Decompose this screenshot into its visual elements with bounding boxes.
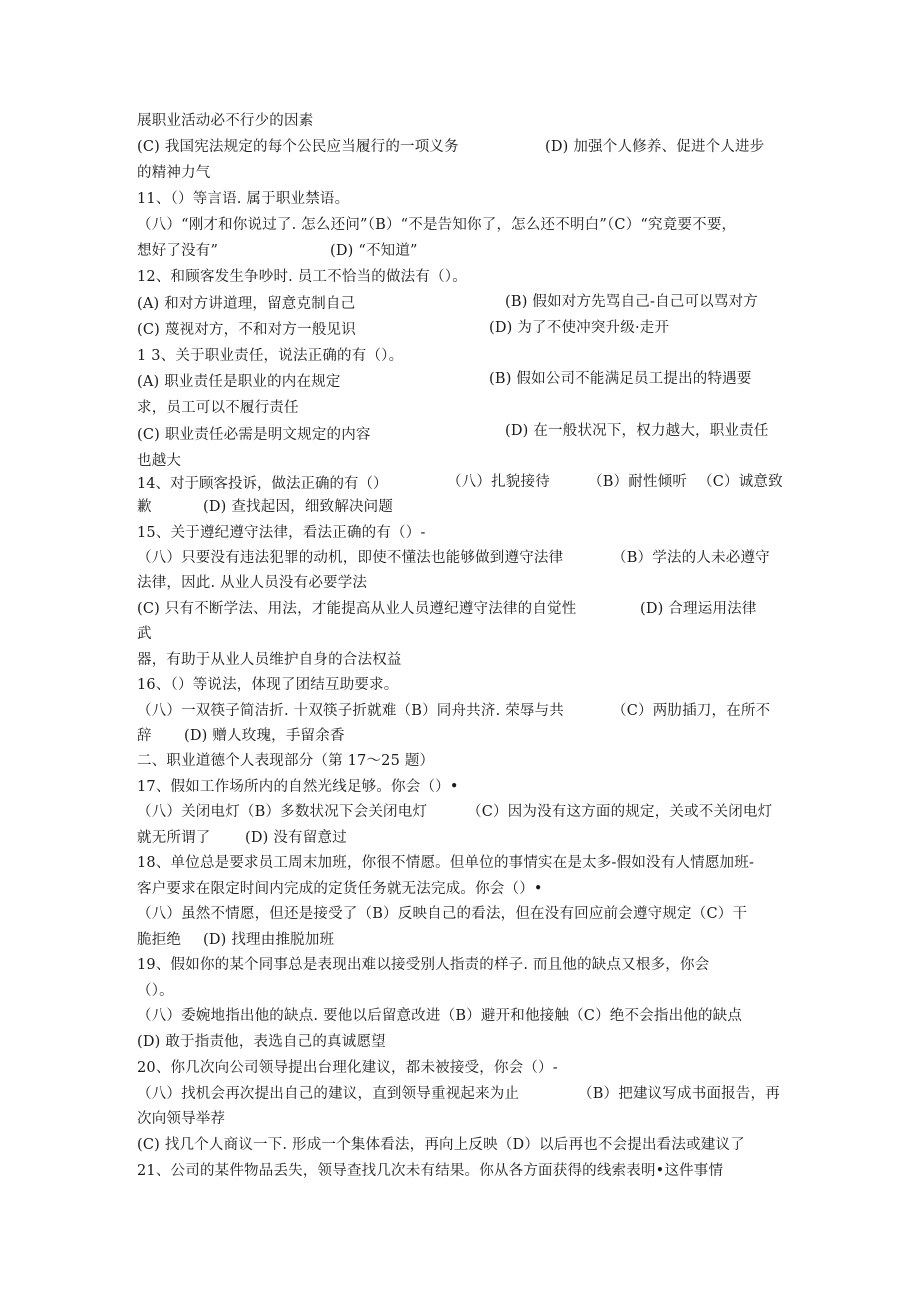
option-d: (D) 在一般状况下，权力越大，职业责任 [505,423,769,439]
option-d: (D) 为了不使冲突升级·走开 [489,320,670,336]
question-12: 12、和顾客发生争吵时. 员工不恰当的做法有（）。 [137,269,467,285]
option-b: （B）耐性倾听 [588,474,688,490]
question-19: 19、假如你的某个同事总是表现出难以接受别人指责的样子. 而且他的缺点又根多，你会 [137,957,710,973]
question-11: 11、（）等言语. 属于职业禁语。 [137,191,350,207]
options-abc: （八）虽然不情愿，但还是接受了（B）反映自己的看法，但在没有回应前会遵守规定（C）干 [137,906,748,922]
option-c: (C) 只有不断学法、用法，才能提高从业人员遵纪遵守法律的自觉性 [137,601,577,617]
option-b: （B）把建议写成书面报告，再 [578,1086,780,1102]
text-line: 客户要求在限定时间内完成的定货任务就无法完成。你会（）• [137,881,543,897]
option-d: (D) 没有留意过 [245,830,347,846]
option-d: (D) 加强个人修养、促进个人进步 [545,139,765,155]
text-line: 也越大 [137,453,182,469]
section-heading: 二、职业道德个人表现部分（第 17～25 题） [137,753,435,769]
option-c: （C）诚意致 [698,474,783,490]
option-d: (D) 查找起因，细致解决问题 [203,499,394,515]
text-line: 求，员工可以不履行责任 [137,400,299,416]
options-abc: （八）“刚才和你说过了. 怎么还问”（B）“不是告知你了，怎么还不明白”（C）“究竟要不要， [137,217,737,233]
option-d: (D) 赠人玫瑰，手留余香 [184,728,345,744]
question-17: 17、假如工作场所内的自然光线足够。你会（）• [137,779,459,795]
option-d: (D) “不知道” [330,243,418,259]
option-c: （C）因为没有这方面的规定，关或不关闭电灯 [467,804,773,820]
options-ab: （八）一双筷子简洁折. 十双筷子折就难（B）同舟共济. 荣辱与共 [137,703,564,719]
text-line: 想好了没有” [137,243,219,259]
text-line: （）。 [137,983,174,999]
option-a: (A) 和对方讲道理，留意克制自己 [137,296,356,312]
text-line: 展职业活动必不行少的因素 [137,113,314,129]
text-line: 的精神力气 [137,165,211,181]
option-d: (D) 合理运用法律 [640,601,757,617]
option-c: (C) 蔑视对方，不和对方一般见识 [137,322,356,338]
option-d: (D) 找理由推脱加班 [203,932,335,948]
option-c: (C) 我国宪法规定的每个公民应当履行的一项义务 [137,139,459,155]
text-line: 辞 [137,728,152,744]
options-cd: (C) 找几个人商议一下. 形成一个集体看法，再向上反映（D）以后再也不会提出看法或建议了 [137,1137,745,1153]
text-line: 器，有助于从业人员维护自身的合法权益 [137,652,402,668]
question-13: 1 3、关于职业责任，说法正确的有（）。 [137,348,404,364]
option-b: （B）学法的人未必遵守 [612,550,770,566]
option-a: （八）找机会再次提出自己的建议，直到领导重视起来为止 [137,1086,520,1102]
option-a: （八）扎貌接待 [447,474,550,490]
options-ab: （八）关闭电灯（B）多数状况下会关闭电灯 [137,804,428,820]
option-b: (B) 假如公司不能满足员工提出的特遇要 [489,371,752,387]
text-line: 法律，因此. 从业人员没有必要学法 [137,575,368,591]
question-14-clipped: 14、对于顾客投诉，做法正确的有（） [137,476,388,492]
text-line: 次向领导举荐 [137,1111,226,1127]
option-d: (D) 敢于指责他，表选自己的真诚愿望 [137,1034,386,1050]
question-21: 21、公司的某件物品丢失，领导查找几次未有结果。你从各方面获得的线索表明•这件事情 [137,1163,724,1179]
option-a: (A) 职业责任是职业的内在规定 [137,374,341,390]
text-line: 武 [137,626,152,642]
options-abc: （八）委婉地指出他的缺点. 要他以后留意改进（B）避开和他接触（C）绝不会指出他的缺点 [137,1008,743,1024]
option-a: （八）只要没有违法犯罪的动机，即使不懂法也能够做到遵守法律 [137,550,564,566]
text-line: 脆拒绝 [137,932,182,948]
question-18: 18、单位总是要求员工周末加班，你很不情愿。但单位的事情实在是太多-假如没有人情愿加班- [137,855,755,871]
text-line: 歉 [137,499,152,515]
option-b: (B) 假如对方先骂自己-自己可以骂对方 [505,294,758,310]
question-15: 15、关于遵纪遵守法律，看法正确的有（）- [137,525,426,541]
question-20: 20、你几次向公司领导提出台理化建议，都未被接受，你会（）- [137,1060,558,1076]
question-16: 16、（）等说法，体现了团结互助要求。 [137,677,399,693]
text-line: 就无所谓了 [137,830,211,846]
option-c: （C）两肋插刀，在所不 [612,703,771,719]
option-c: (C) 职业责任必需是明文规定的内容 [137,427,371,443]
